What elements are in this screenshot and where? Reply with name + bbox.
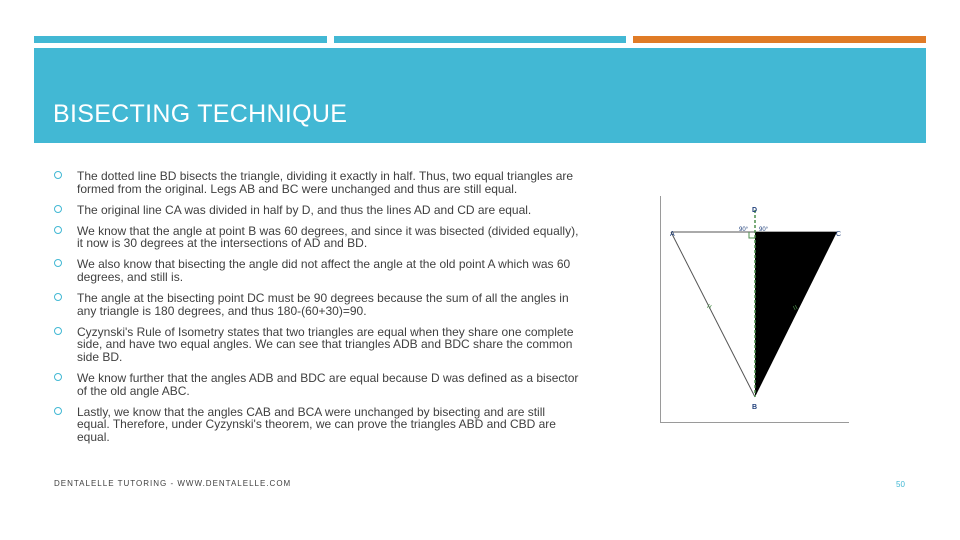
bullet-item: [54, 406, 579, 444]
bullet-item: [54, 170, 579, 195]
bullet-text: The dotted line BD bisects the triangle, dividing it exactly in half. Thus, two equal triangles are formed from the original. Legs AB and BC were unchanged and thus are still equal.: [77, 169, 574, 196]
circle-bullet-icon: [54, 373, 62, 381]
bullet-text: We also know that bisecting the angle did not affect the angle at the old point A which was 60 degrees, and still is.: [77, 257, 571, 285]
bullet-text: Lastly, we know that the angles CAB and BCA were unchanged by bisecting and are still equal. Therefore, under Cyzynski's theorem, we can prove the triangles ABD and CBD are equal.: [77, 404, 556, 444]
triangle-diagram-svg: [661, 196, 849, 422]
bullet-item: [54, 372, 579, 397]
title-banner: [34, 48, 926, 143]
bullet-text: We know that the angle at point B was 60 degrees, and since it was bisected (divided equally), it now is 30 degrees at the intersections of AD and BD.: [77, 223, 579, 251]
top-accent-bar-right: [633, 36, 926, 43]
equal-tick-left: =: [703, 301, 715, 312]
line-ab: [671, 232, 755, 397]
bullet-item: [54, 258, 579, 283]
bullet-item: [54, 326, 579, 364]
label-d: D: [752, 207, 758, 214]
angle-label-left: 90°: [739, 227, 749, 233]
slide-title: BISECTING TECHNIQUE: [53, 100, 348, 128]
circle-bullet-icon: [54, 171, 62, 179]
label-b: B: [752, 404, 758, 411]
bullet-item: [54, 204, 579, 217]
circle-bullet-icon: [54, 205, 62, 213]
label-c: C: [836, 231, 842, 238]
top-accent-bar-left: [34, 36, 327, 43]
circle-bullet-icon: [54, 259, 62, 267]
bullet-list: [54, 170, 579, 452]
label-a: A: [670, 231, 675, 238]
equal-tick-right: =: [789, 302, 801, 313]
page-number: 50: [896, 480, 905, 489]
footer-text: DENTALELLE TUTORING - WWW.DENTALELLE.COM: [54, 479, 292, 488]
triangle-diagram: [660, 196, 849, 423]
circle-bullet-icon: [54, 327, 62, 335]
circle-bullet-icon: [54, 293, 62, 301]
bullet-item: [54, 292, 579, 317]
circle-bullet-icon: [54, 407, 62, 415]
bullet-item: [54, 225, 579, 250]
bullet-text: The original line CA was divided in half by D, and thus the lines AD and CD are equal.: [77, 202, 532, 217]
angle-label-right: 90°: [759, 227, 769, 233]
top-accent-bar-middle: [334, 36, 626, 43]
right-angle-mark-left: [749, 232, 755, 238]
triangle-dbc: [755, 232, 837, 397]
bullet-text: We know further that the angles ADB and BDC are equal because D was defined as a bisector of the old angle ABC.: [77, 371, 579, 398]
bullet-text: The angle at the bisecting point DC must be 90 degrees because the sum of all the angles in any triangle is 180 degrees, and thus 180-(60+30)=90.: [77, 291, 569, 318]
circle-bullet-icon: [54, 226, 62, 234]
bullet-text: Cyzynski's Rule of Isometry states that two triangles are equal when they share one complete side, and have two equal angles. We can see that triangles ADB and BDC share the common side BD.: [77, 324, 574, 365]
